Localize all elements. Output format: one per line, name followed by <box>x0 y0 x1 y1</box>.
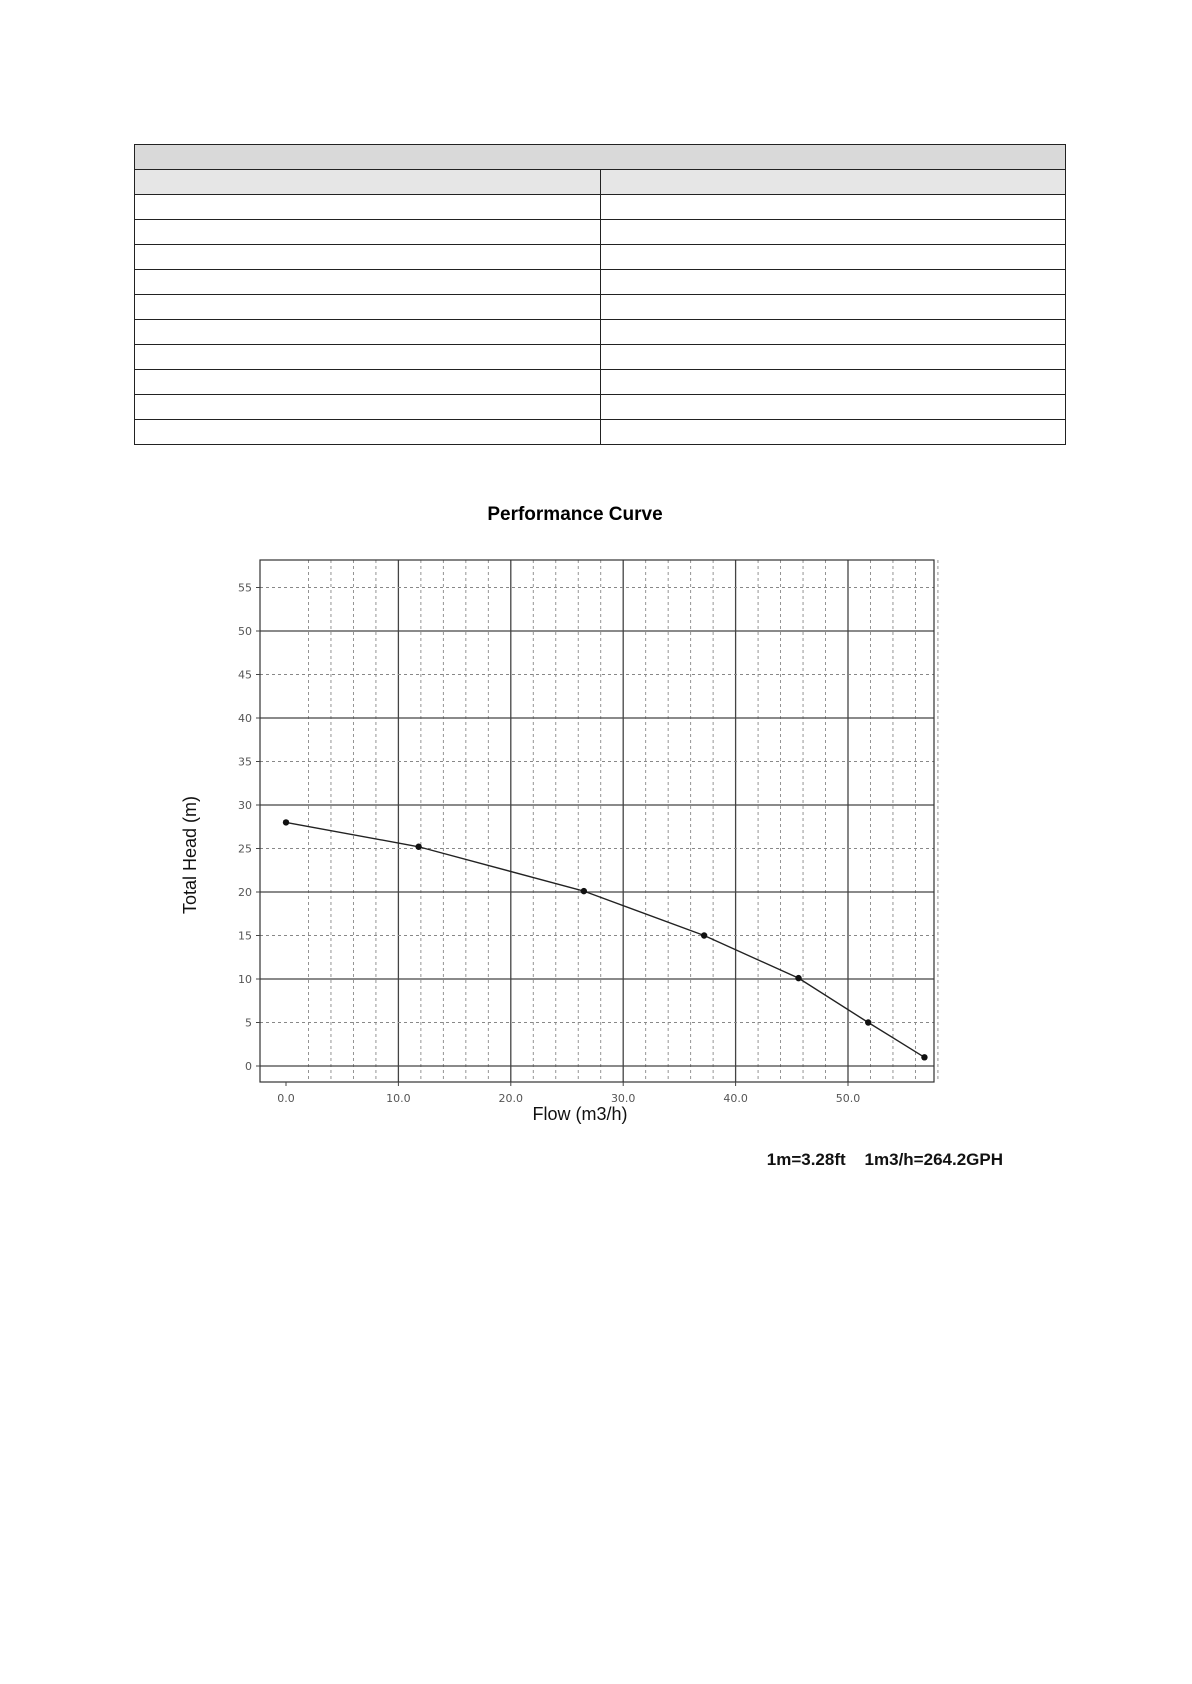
y-tick-label: 45 <box>238 668 252 682</box>
y-tick-label: 5 <box>245 1016 252 1030</box>
y-tick-label: 55 <box>238 581 252 595</box>
series-layer <box>283 819 928 1060</box>
y-tick-label: 40 <box>238 712 252 725</box>
y-tick-label: 10 <box>238 973 252 986</box>
data-point <box>283 819 289 825</box>
x-tick-label: 0.0 <box>277 1092 295 1105</box>
data-point <box>795 975 801 981</box>
x-tick-label: 10.0 <box>386 1092 411 1105</box>
y-tick-label: 20 <box>238 886 252 899</box>
data-point <box>921 1054 927 1060</box>
chart-title: Performance Curve <box>487 504 663 525</box>
data-point <box>415 844 421 850</box>
y-tick-label: 0 <box>245 1060 252 1073</box>
x-axis-label: Flow (m3/h) <box>532 1104 628 1124</box>
y-tick-label: 50 <box>238 625 252 638</box>
x-tick-label: 50.0 <box>835 1092 861 1105</box>
y-tick-label: 35 <box>238 755 252 769</box>
x-tick-labels <box>277 1082 860 1105</box>
y-tick-label: 30 <box>238 799 252 812</box>
y-tick-labels <box>238 582 260 1074</box>
conversion-note: 1m=3.28ft 1m3/h=264.2GPH <box>766 1150 1003 1169</box>
y-tick-label: 15 <box>238 929 252 943</box>
data-point <box>581 888 587 894</box>
x-tick-label: 30.0 <box>610 1092 636 1105</box>
chart-grid <box>260 560 938 1082</box>
data-point <box>865 1019 871 1025</box>
x-tick-label: 20.0 <box>498 1092 524 1105</box>
x-tick-label: 40.0 <box>723 1092 748 1105</box>
y-axis-label: Total Head (m) <box>180 795 200 915</box>
y-tick-label: 25 <box>238 842 252 856</box>
data-point <box>701 932 707 938</box>
plot-frame <box>260 560 934 1082</box>
